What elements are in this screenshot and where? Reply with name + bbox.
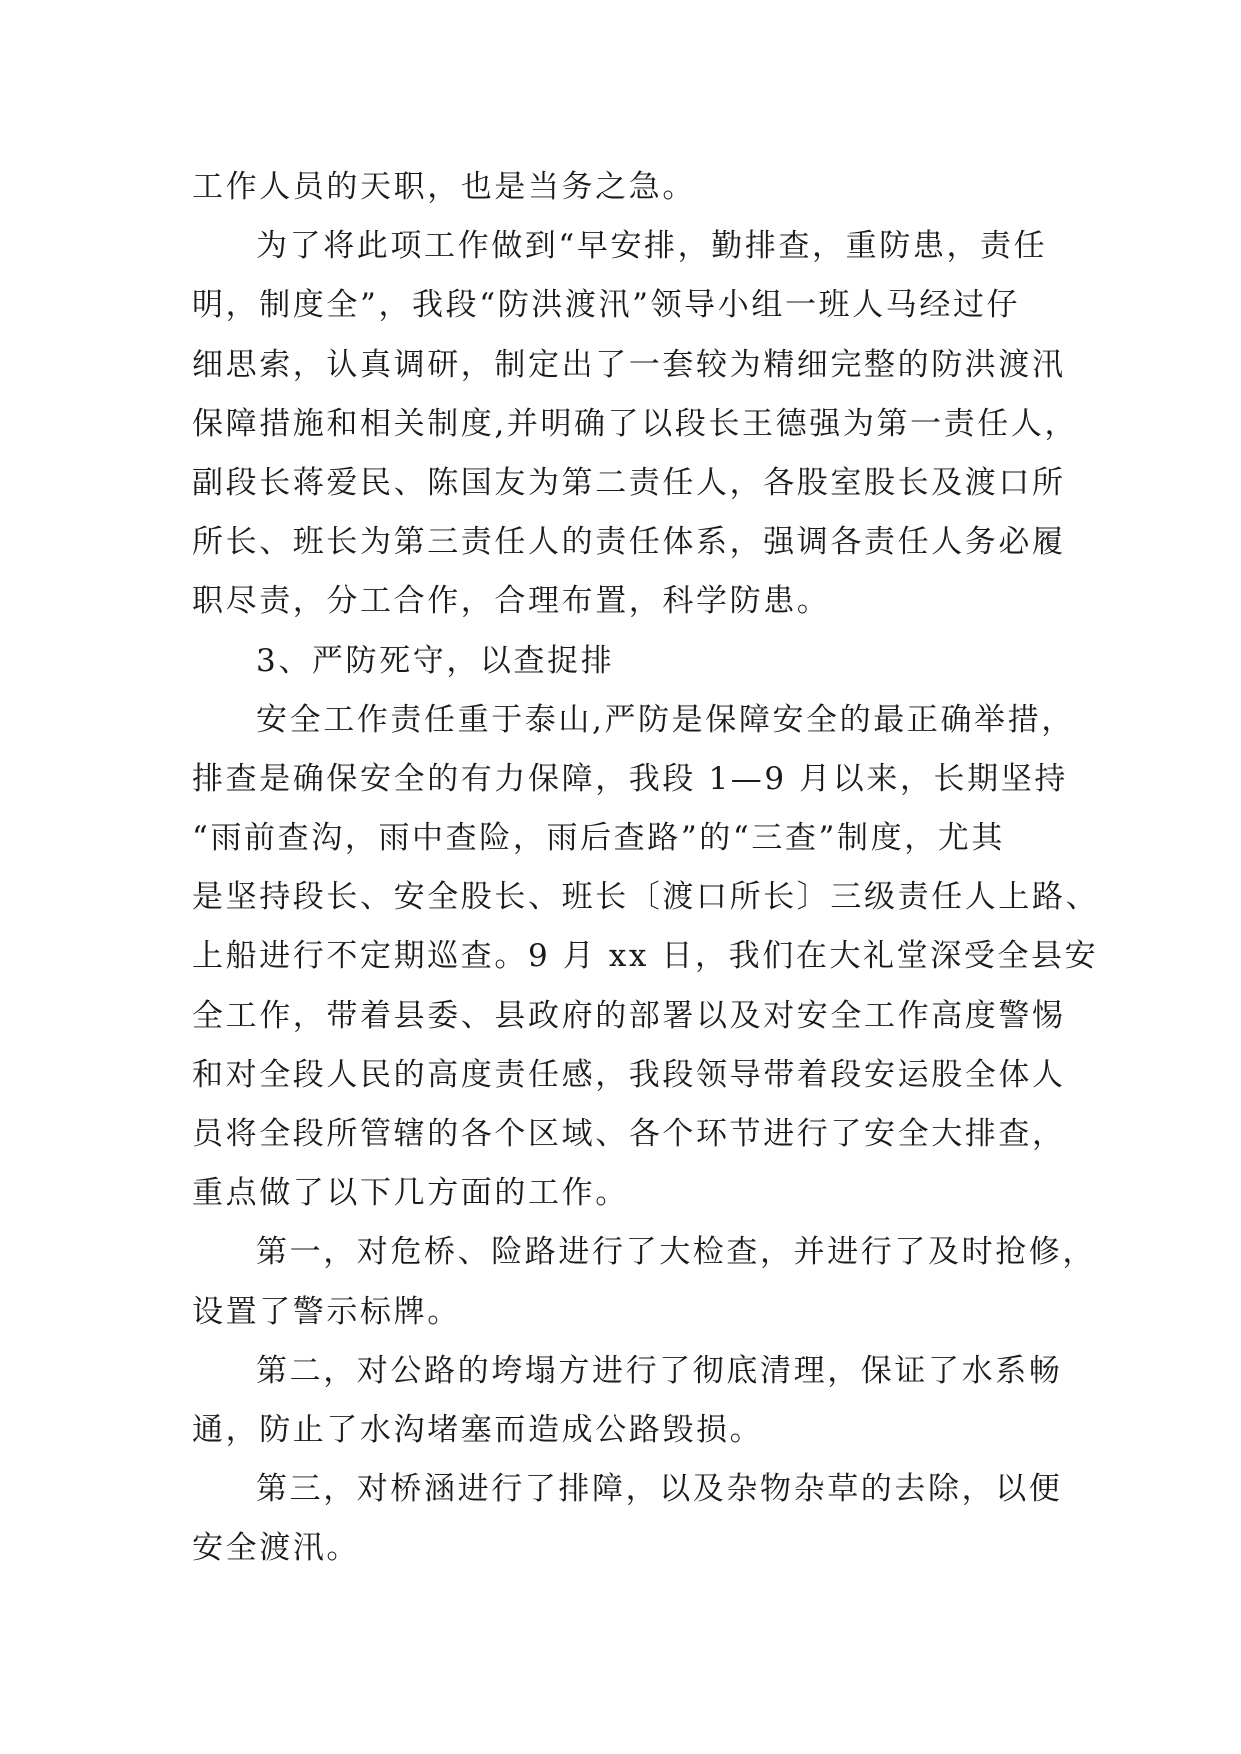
text-line: 工作人员的天职，也是当务之急。 xyxy=(192,169,696,205)
text-line: “雨前查沟，雨中查险，雨后查路”的“三查”制度，尤其 xyxy=(192,820,1005,857)
text-line: 细思索，认真调研，制定出了一套较为精细完整的防洪渡汛 xyxy=(192,346,1066,383)
document-body xyxy=(192,158,1100,1579)
text-line: 上船进行不定期巡查。9 月 xx 日，我们在大礼堂深受全县安 xyxy=(192,938,1099,975)
paragraph-first-line: 第三，对桥涵进行了排障，以及杂物杂草的去除，以便 xyxy=(256,1471,1063,1508)
text-line: 员将全段所管辖的各个区域、各个环节进行了安全大排查， xyxy=(192,1116,1066,1152)
text-line: 职尽责，分工合作，合理布置，科学防患。 xyxy=(192,583,831,620)
text-line: 全工作，带着县委、县政府的部署以及对安全工作高度警惕 xyxy=(192,997,1066,1034)
text-line: 所长、班长为第三责任人的责任体系，强调各责任人务必履 xyxy=(192,524,1066,561)
paragraph-first-line: 安全工作责任重于泰山,严防是保障安全的最正确举措， xyxy=(256,701,1075,738)
section-heading: 3、严防死守，以查捉排 xyxy=(256,642,615,679)
text-line: 明，制度全”，我段“防洪渡汛”领导小组一班人马经过仔 xyxy=(192,287,1021,324)
text-line: 保障措施和相关制度,并明确了以段长王德强为第一责任人， xyxy=(192,405,1079,442)
paragraph-first-line: 第一，对危桥、险路进行了大检查，并进行了及时抢修， xyxy=(256,1234,1096,1271)
text-line: 是坚持段长、安全股长、班长〔渡口所长〕三级责任人上路、 xyxy=(192,879,1100,916)
text-line: 设置了警示标牌。 xyxy=(192,1293,461,1330)
text-line: 副段长蒋爱民、陈国友为第二责任人，各股室股长及渡口所 xyxy=(192,464,1066,501)
text-line: 安全渡汛。 xyxy=(192,1530,360,1567)
text-line: 重点做了以下几方面的工作。 xyxy=(192,1175,629,1212)
paragraph-first-line: 为了将此项工作做到“早安排，勤排查，重防患，责任 xyxy=(256,228,1048,265)
text-line: 通，防止了水沟堵塞而造成公路毁损。 xyxy=(192,1411,764,1448)
text-line: 排查是确保安全的有力保障，我段 1—9 月以来，长期坚持 xyxy=(192,760,1068,797)
text-line: 和对全段人民的高度责任感，我段领导带着段安运股全体人 xyxy=(192,1056,1066,1093)
paragraph-first-line: 第二，对公路的垮塌方进行了彻底清理，保证了水系畅 xyxy=(256,1352,1063,1389)
